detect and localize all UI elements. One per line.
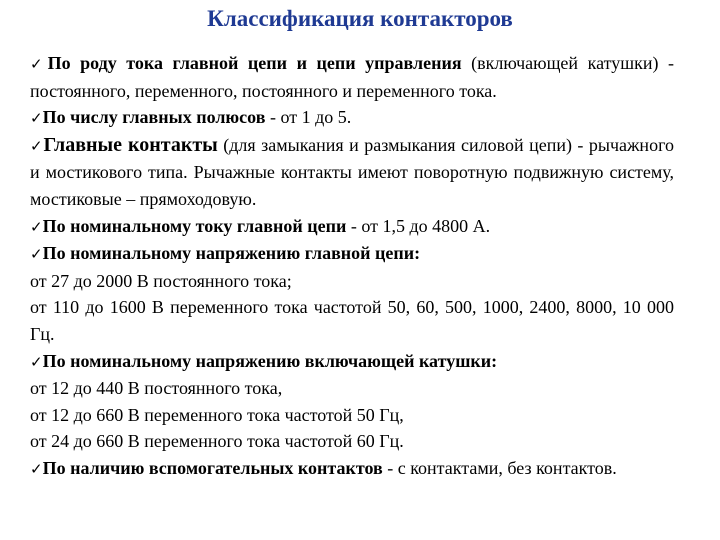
checkmark-icon: ✓	[30, 55, 48, 73]
item-lead: По номинальному напряжению включающей катушки:	[42, 350, 498, 371]
item-lead: По роду тока главной цепи и цепи управления	[47, 53, 462, 73]
list-item-aux-contacts	[30, 455, 674, 483]
list-item-main-contacts	[30, 132, 674, 213]
checkmark-icon: ✓	[30, 459, 43, 478]
coil-voltage-line: от 24 до 660 В переменного тока частотой 60 Гц.	[30, 431, 404, 452]
checkmark-icon: ✓	[30, 109, 43, 128]
coil-voltage-line: от 12 до 440 В постоянного тока,	[30, 378, 283, 399]
item-text: (для замыкания и размыкания силовой цепи) - рычажного и мостикового типа. Рычажные контакты имеют поворотную подвижную систему, мостиковые – прямоходовую.	[30, 134, 675, 209]
list-item-poles	[30, 104, 674, 132]
coil-voltage-line: от 12 до 660 В переменного тока частотой 50 Гц,	[30, 404, 404, 425]
item-lead: По номинальному напряжению главной цепи:	[42, 243, 421, 264]
item-lead: Главные контакты	[43, 133, 218, 156]
item-text: - с контактами, без контактов.	[382, 457, 617, 478]
checkmark-icon: ✓	[30, 217, 43, 236]
item-text: - от 1 до 5.	[265, 107, 352, 128]
checkmark-icon: ✓	[30, 245, 43, 264]
main-voltage-line: от 27 до 2000 В постоянного тока;	[30, 270, 292, 291]
checkmark-icon: ✓	[30, 136, 44, 155]
list-item-rated-current	[30, 213, 674, 241]
checkmark-icon: ✓	[30, 352, 43, 371]
item-lead: По наличию вспомогательных контактов	[42, 457, 383, 478]
item-text: (включающей катушки) - постоянного, переменного, постоянного и переменного тока.	[30, 53, 674, 101]
page-title: Классификация контакторов	[207, 6, 513, 31]
item-lead: По числу главных полюсов	[42, 107, 266, 128]
item-text: - от 1,5 до 4800 А.	[346, 215, 491, 236]
item-lead: По номинальному току главной цепи	[42, 215, 347, 236]
content-body	[30, 50, 674, 483]
list-item-main-voltage	[30, 240, 674, 268]
list-item-coil-voltage	[30, 348, 674, 376]
list-item-current-type	[30, 50, 674, 104]
main-voltage-line: от 110 до 1600 В переменного тока частотой 50, 60, 500, 1000, 2400, 8000, 10 000 Гц.	[30, 297, 674, 344]
